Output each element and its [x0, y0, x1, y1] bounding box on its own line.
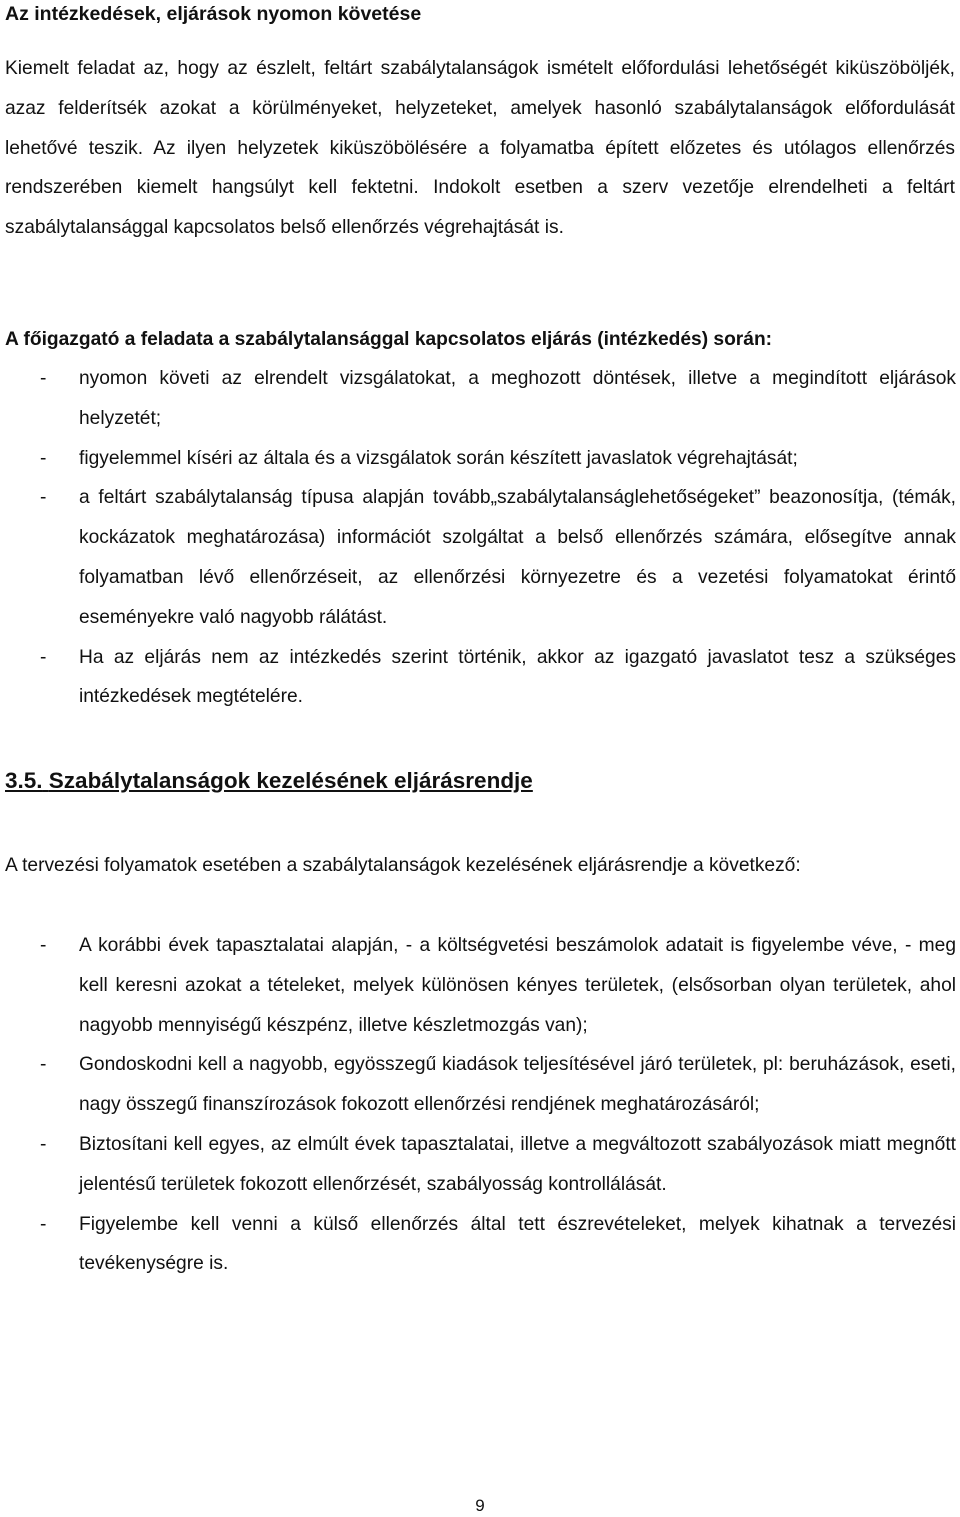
- intro-paragraph: Kiemelt feladat az, hogy az észlelt, feltárt szabálytalanságok ismételt előfordulási lehetőségét kiküszöböljék, azaz felderítsék azokat a körülményeket, helyzeteket, amelyek hasonló szabálytalanságok előfordulását lehetővé teszik. Az ilyen helyzetek kiküszöbölésére a folyamatba épített előzetes és utólagos ellenőrzés rendszerében kiemelt hangsúlyt kell fektetni. Indokolt esetben a szerv vezetője elrendelheti a feltárt szabálytalansággal kapcsolatos belső ellenőrzés végrehajtását is.: [5, 58, 955, 239]
- list-dash: -: [40, 935, 47, 956]
- page-heading: Az intézkedések, eljárások nyomon követése: [5, 3, 422, 25]
- list-item-text: figyelemmel kíséri az általa és a vizsgálatok során készített javaslatok végrehajtását;: [79, 447, 798, 469]
- list-item: [0, 1205, 956, 1285]
- planning-list: [0, 926, 960, 1284]
- list-dash: -: [40, 1213, 47, 1235]
- list-dash: -: [40, 447, 47, 469]
- list-item: [0, 1045, 956, 1125]
- list-item-text: Ha az eljárás nem az intézkedés szerint történik, akkor az igazgató javaslatot tesz a szükséges intézkedések megtételére.: [79, 646, 956, 708]
- list-item-text: nyomon követi az elrendelt vizsgálatokat, a meghozott döntések, illetve a megindított eljárások helyzetét;: [79, 368, 956, 429]
- list-dash: -: [40, 1054, 47, 1076]
- list-dash: -: [40, 368, 47, 389]
- section-number: 3.5.: [5, 768, 43, 793]
- page-number: 9: [475, 1496, 485, 1515]
- list-item: [0, 359, 956, 439]
- director-duties-list: [0, 359, 960, 717]
- list-dash: -: [40, 646, 47, 668]
- list-item-text: Gondoskodni kell a nagyobb, egyösszegű kiadások teljesítésével járó területek, pl: beruházások, eseti, nagy összegű finanszírozások fokozott ellenőrzési rendjének meghatározásáról;: [79, 1054, 956, 1116]
- list-item: [0, 1125, 956, 1205]
- list-item-text: a feltárt szabálytalanság típusa alapján tovább„szabálytalanságlehetőségeket” beazonosítja, (témák, kockázatok meghatározása) információt szolgáltat a belső ellenőrzés számára, elősegítve annak folyamatban lévő ellenőrzéseit, az ellenőrzési környezetre és a vezetési folyamatokat érintő eseményekre való nagyobb rálátást.: [79, 487, 956, 628]
- list-item-text: Figyelembe kell venni a külső ellenőrzés által tett észrevételeket, melyek kihatnak a tervezési tevékenységre is.: [79, 1213, 956, 1275]
- list-dash: -: [40, 487, 47, 509]
- list-item: [0, 439, 956, 479]
- section-title: [5, 764, 533, 798]
- list-dash: -: [40, 1133, 47, 1155]
- list-item-text: Biztosítani kell egyes, az elmúlt évek tapasztalatai, illetve a megváltozott szabályozások miatt megnőtt jelentésű területek fokozott ellenőrzését, szabályosság kontrollálását.: [79, 1133, 956, 1195]
- section-title-text: Szabálytalanságok kezelésének eljárásrendje: [48, 768, 533, 793]
- list-item: [0, 478, 956, 637]
- planning-paragraph: A tervezési folyamatok esetében a szabálytalanságok kezelésének eljárásrendje a következő:: [5, 855, 801, 876]
- list-item-text: A korábbi évek tapasztalatai alapján, - a költségvetési beszámolok adatait is figyelembe véve, - meg kell keresni azokat a tételeket, melyek különösen kényes területek, (elsősorban olyan területek, ahol nagyobb mennyiségű készpénz, illetve készletmozgás van);: [79, 935, 956, 1036]
- list-item: [0, 638, 956, 718]
- list-item: [0, 926, 956, 1045]
- director-duties-heading: A főigazgató a feladata a szabálytalansággal kapcsolatos eljárás (intézkedés) során:: [5, 329, 773, 350]
